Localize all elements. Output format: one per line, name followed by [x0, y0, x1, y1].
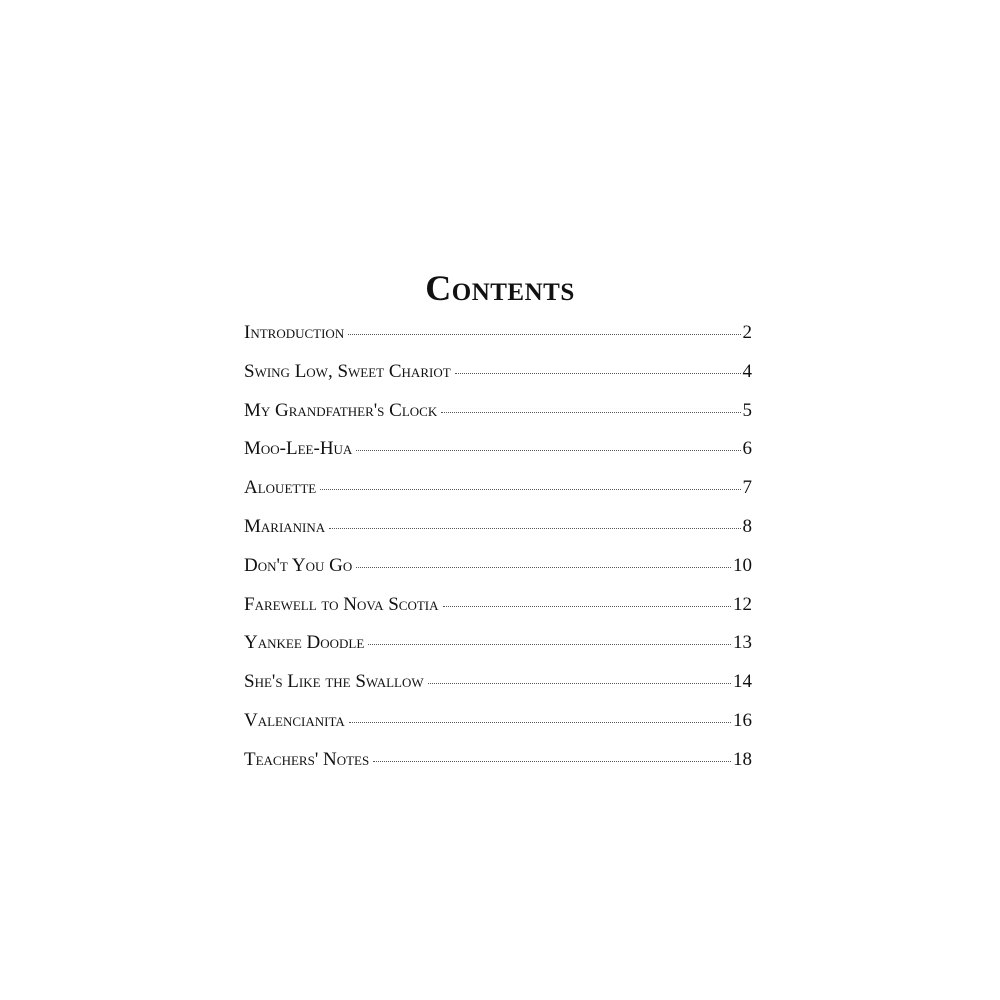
toc-entry-page-number: 14	[733, 671, 752, 693]
toc-entry	[244, 400, 752, 439]
toc-entry-title: Don't You Go	[244, 554, 353, 576]
dot-leader	[356, 450, 740, 451]
toc-entry-title: Alouette	[244, 477, 317, 499]
toc-entry-title: Teachers' Notes	[244, 748, 370, 770]
toc-entry-title: My Grandfather's Clock	[244, 399, 438, 421]
toc-entry-page-number: 8	[742, 515, 752, 537]
dot-leader	[428, 683, 731, 684]
dot-leader	[373, 761, 731, 762]
toc-entry	[244, 361, 752, 400]
toc-entry	[244, 671, 752, 710]
dot-leader	[455, 373, 741, 374]
dot-leader	[348, 334, 740, 335]
toc-entry	[244, 594, 752, 633]
dot-leader	[320, 489, 740, 490]
table-of-contents	[244, 322, 752, 788]
toc-entry-page-number: 13	[733, 632, 752, 654]
toc-entry-title: Introduction	[244, 322, 345, 343]
toc-entry-page-number: 4	[742, 360, 752, 382]
dot-leader	[368, 644, 731, 645]
toc-entry	[244, 749, 752, 788]
toc-entry-title: Valencianita	[244, 709, 345, 731]
toc-entry	[244, 477, 752, 516]
dot-leader	[329, 528, 740, 529]
dot-leader	[356, 567, 731, 568]
page-title: Contents	[425, 268, 575, 309]
toc-entry-title: Yankee Doodle	[244, 632, 365, 654]
toc-entry-title: Marianina	[244, 515, 326, 537]
toc-entry-page-number: 18	[733, 748, 752, 770]
toc-entry-page-number: 6	[742, 438, 752, 460]
toc-entry	[244, 322, 752, 361]
toc-entry	[244, 516, 752, 555]
dot-leader	[443, 606, 732, 607]
toc-entry-title: Moo-Lee-Hua	[244, 438, 353, 460]
dot-leader	[441, 412, 740, 413]
toc-entry	[244, 710, 752, 749]
toc-entry-page-number: 7	[742, 477, 752, 499]
toc-entry-title: She's Like the Swallow	[244, 671, 424, 693]
toc-entry	[244, 555, 752, 594]
toc-entry-page-number: 10	[733, 554, 752, 576]
toc-entry-page-number: 12	[733, 593, 752, 615]
toc-entry-page-number: 2	[742, 322, 752, 343]
toc-entry-page-number: 5	[742, 399, 752, 421]
toc-entry-title: Farewell to Nova Scotia	[244, 593, 439, 615]
toc-entry-title: Swing Low, Sweet Chariot	[244, 360, 451, 382]
toc-entry	[244, 632, 752, 671]
toc-entry-page-number: 16	[733, 709, 752, 731]
toc-entry	[244, 438, 752, 477]
dot-leader	[349, 722, 731, 723]
